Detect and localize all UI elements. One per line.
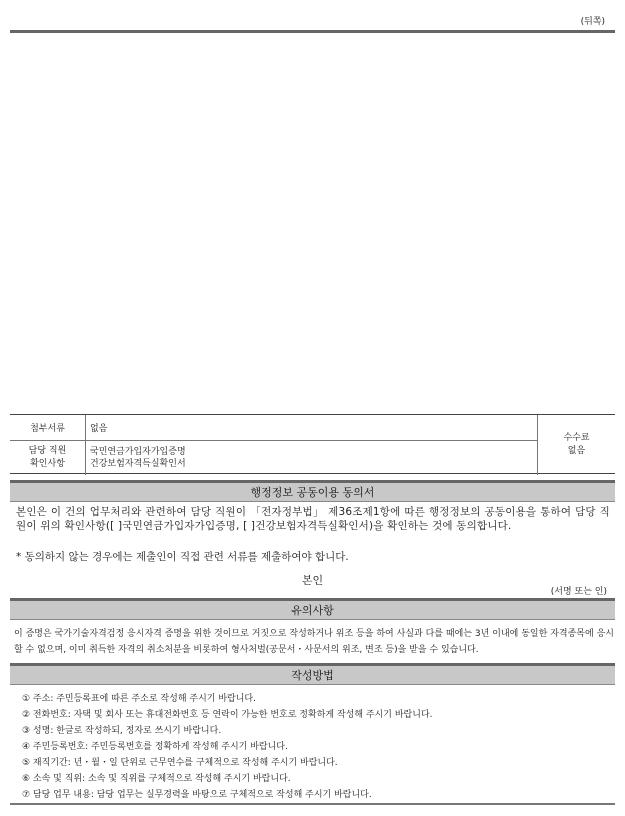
fee-label: 수수료 bbox=[563, 433, 590, 443]
bottom-divider bbox=[10, 803, 615, 805]
guide-list bbox=[22, 691, 432, 803]
list-item: ⑤ 재직기간: 년・월・일 단위로 근무연수를 구체적으로 작성해 주시기 바랍니다. bbox=[22, 758, 338, 768]
list-item: ⑥ 소속 및 직위: 소속 및 직위를 구체적으로 작성해 주시기 바랍니다. bbox=[22, 774, 291, 784]
top-divider bbox=[10, 30, 615, 33]
fee-value: 없음 bbox=[567, 446, 586, 456]
consent-body-text: 본인은 이 건의 업무처리와 관련하여 담당 직원이 「전자정부법」 제36조제1항에 따른 행정정보의 공동이용을 통하여 담당 직원이 위의 확인사항([ ]국민연금가입자가입증명, [ ]건강보험자격득실확인서)을 확인하는 것에 동의합니다. bbox=[16, 506, 610, 532]
attached-docs-label: 첨부서류 bbox=[10, 415, 86, 441]
attachment-table bbox=[10, 414, 615, 474]
verification-item: 건강보험자격득실확인서 bbox=[90, 459, 186, 469]
staff-verification-label-line2: 확인사항 bbox=[30, 459, 65, 469]
page-side-label: (뒤쪽) bbox=[580, 17, 605, 27]
attached-docs-value: 없음 bbox=[86, 415, 538, 441]
consent-section-title: 행정정보 공동이용 동의서 bbox=[10, 480, 615, 502]
list-item: ④ 주민등록번호: 주민등록번호를 정확하게 작성해 주시기 바랍니다. bbox=[22, 742, 288, 752]
notice-section-title: 유의사항 bbox=[10, 598, 615, 620]
staff-verification-items bbox=[86, 441, 538, 475]
signer-label: 본인 bbox=[301, 574, 324, 587]
signature-field[interactable]: (서명 또는 인) bbox=[550, 587, 607, 597]
verification-item: 국민연금가입자가입증명 bbox=[90, 447, 186, 457]
staff-verification-label-line1: 담당 직원 bbox=[28, 446, 67, 456]
list-item: ② 전화번호: 자택 및 회사 또는 휴대전화번호 등 연락이 가능한 번호로 정확하게 작성해 주시기 바랍니다. bbox=[22, 710, 433, 720]
guide-section-title: 작성방법 bbox=[10, 663, 615, 685]
list-item: ⑦ 담당 업무 내용: 담당 업무는 실무경력을 바탕으로 구체적으로 작성해 주시기 바랍니다. bbox=[22, 790, 372, 800]
notice-body-text: 이 증명은 국가기술자격검정 응시자격 증명을 위한 것이므로 거짓으로 작성하거나 위조 등을 하여 사실과 다를 때에는 3년 이내에 동일한 자격종목에 응시할 수 없으며, 이미 취득한 자격의 취소처분을 비롯하여 형사처벌(공문서・사문서의 위조, 변조 등)을 받을 수 있습니다. bbox=[14, 629, 614, 655]
list-item: ① 주소: 주민등록표에 따른 주소로 작성해 주시기 바랍니다. bbox=[22, 694, 256, 704]
list-item: ③ 성명: 한글로 작성하되, 정자로 쓰시기 바랍니다. bbox=[22, 726, 222, 736]
consent-note: * 동의하지 않는 경우에는 제출인이 직접 관련 서류를 제출하여야 합니다. bbox=[16, 551, 349, 563]
staff-verification-label bbox=[10, 441, 86, 475]
fee-cell bbox=[538, 415, 615, 475]
